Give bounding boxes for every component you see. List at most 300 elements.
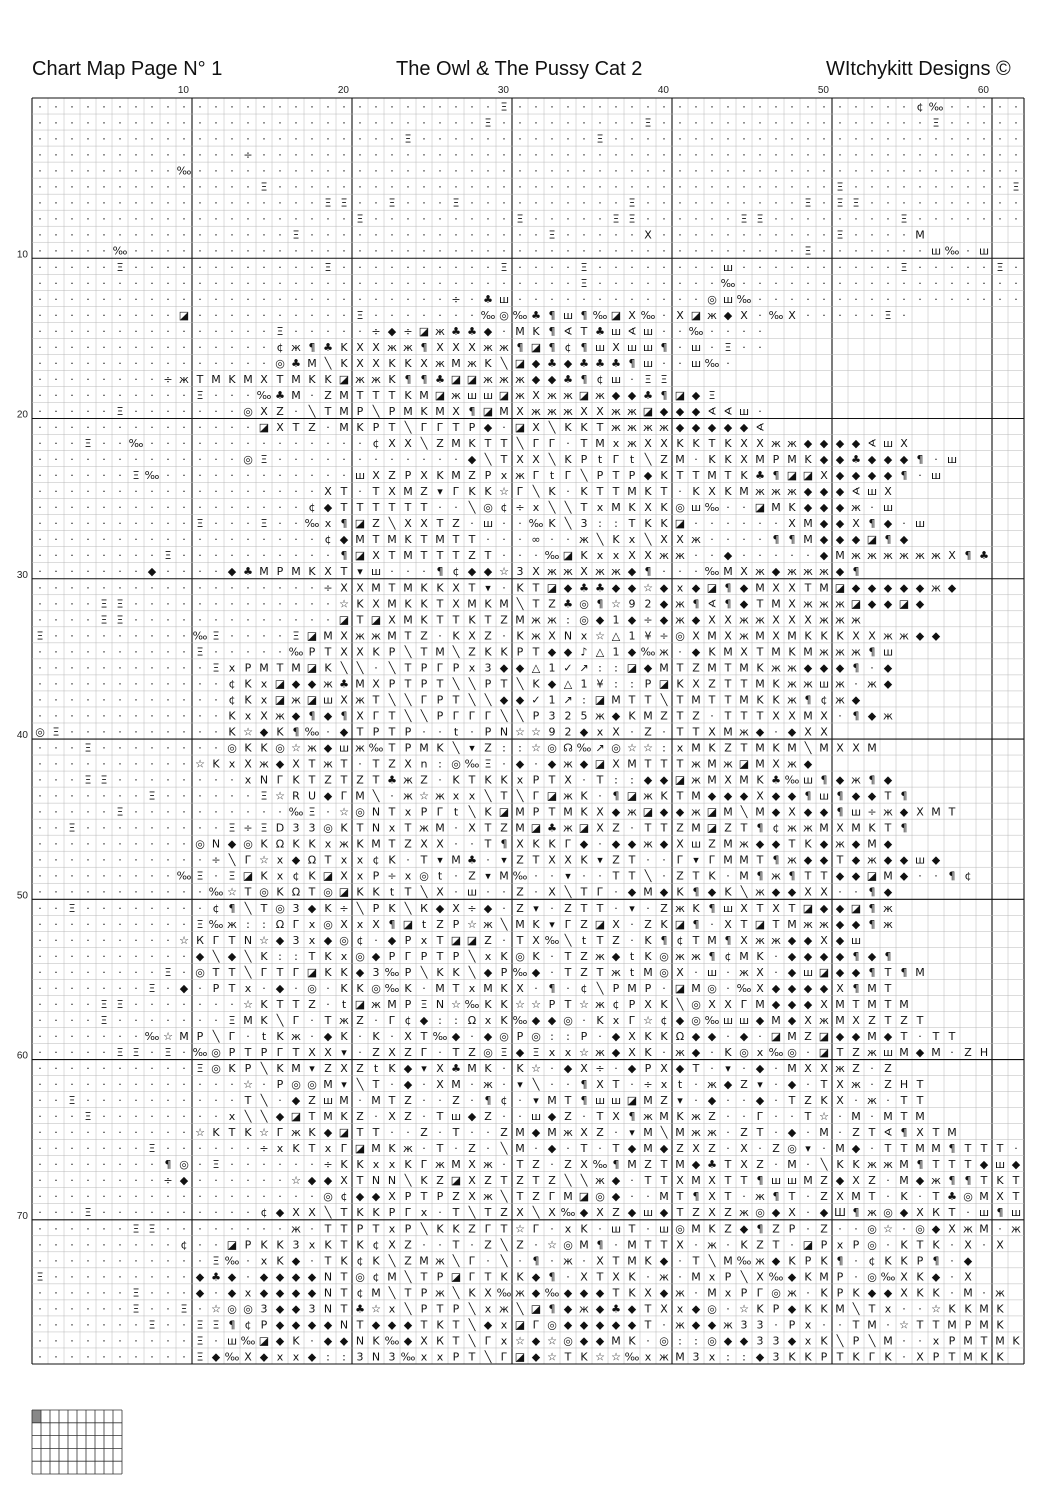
stitch-symbol: · (150, 853, 154, 867)
stitch-symbol: · (118, 292, 122, 306)
stitch-symbol: · (246, 212, 250, 226)
stitch-symbol: · (166, 901, 170, 915)
stitch-symbol: ¶ (756, 1222, 764, 1236)
stitch-symbol: · (294, 613, 298, 627)
stitch-symbol: ╲ (276, 1013, 284, 1027)
stitch-symbol: · (966, 292, 970, 306)
stitch-symbol: · (870, 164, 874, 178)
symbol-row (38, 596, 925, 610)
stitch-symbol: M (611, 693, 621, 707)
stitch-symbol: · (278, 260, 282, 274)
stitch-symbol: · (38, 356, 42, 370)
stitch-symbol: · (38, 789, 42, 803)
stitch-symbol: · (150, 1350, 154, 1364)
stitch-symbol: · (150, 276, 154, 290)
stitch-symbol: · (438, 773, 442, 787)
stitch-symbol: ¶ (756, 821, 764, 835)
stitch-symbol: K (404, 1158, 412, 1172)
stitch-symbol: X (276, 421, 284, 435)
stitch-symbol: M (867, 981, 877, 995)
stitch-symbol: · (70, 965, 74, 979)
stitch-symbol: T (372, 501, 380, 515)
stitch-symbol: ╲ (468, 965, 476, 979)
stitch-symbol: · (934, 180, 938, 194)
stitch-symbol: · (86, 1270, 90, 1284)
symbol-row (38, 1109, 925, 1123)
stitch-symbol: · (214, 404, 218, 418)
stitch-symbol: · (566, 116, 570, 130)
stitch-symbol: ж (627, 805, 637, 819)
stitch-symbol: · (838, 292, 842, 306)
stitch-symbol: ж (659, 1350, 669, 1364)
stitch-symbol: · (150, 677, 154, 691)
symbol-row (38, 949, 891, 963)
stitch-symbol: · (182, 517, 186, 531)
stitch-symbol: T (580, 501, 588, 515)
stitch-symbol: · (230, 1174, 234, 1188)
stitch-symbol: ◆ (691, 421, 701, 435)
stitch-symbol: ¶ (996, 1206, 1004, 1220)
stitch-symbol: · (150, 1078, 154, 1092)
stitch-symbol: T (484, 437, 492, 451)
stitch-symbol: · (262, 533, 266, 547)
stitch-symbol: · (470, 196, 474, 210)
stitch-symbol: : (662, 741, 666, 755)
stitch-symbol: · (406, 853, 410, 867)
stitch-symbol: · (230, 276, 234, 290)
stitch-symbol: K (500, 773, 508, 787)
stitch-symbol: Z (436, 1174, 444, 1188)
stitch-symbol: · (870, 1142, 874, 1156)
stitch-symbol: ◆ (963, 1254, 973, 1268)
stitch-symbol: ◆ (323, 1318, 333, 1332)
stitch-symbol: ☆ (195, 1126, 205, 1140)
stitch-symbol: · (54, 1350, 58, 1364)
stitch-symbol: K (292, 1142, 300, 1156)
stitch-symbol: K (468, 485, 476, 499)
stitch-symbol: · (86, 997, 90, 1011)
stitch-symbol: T (948, 1158, 956, 1172)
stitch-symbol: · (198, 1110, 202, 1124)
stitch-symbol: X (836, 1094, 844, 1108)
stitch-symbol: · (134, 549, 138, 563)
stitch-symbol: ж (483, 917, 493, 931)
stitch-symbol: K (820, 1254, 828, 1268)
stitch-symbol: Z (676, 821, 684, 835)
stitch-symbol: · (582, 1013, 586, 1027)
stitch-symbol: M (675, 1350, 685, 1364)
stitch-symbol: ◪ (578, 821, 590, 835)
stitch-symbol: T (612, 485, 620, 499)
stitch-symbol: · (790, 180, 794, 194)
stitch-symbol: · (70, 180, 74, 194)
stitch-symbol: · (422, 453, 426, 467)
stitch-symbol: · (246, 1158, 250, 1172)
stitch-symbol: ж (675, 613, 685, 627)
stitch-symbol: U (307, 789, 317, 803)
stitch-symbol: · (438, 292, 442, 306)
stitch-symbol: M (835, 549, 845, 563)
stitch-symbol: ‰ (704, 356, 720, 370)
stitch-symbol: Ξ (452, 196, 460, 210)
stitch-symbol: T (324, 853, 332, 867)
stitch-symbol: K (500, 949, 508, 963)
stitch-symbol: K (724, 437, 732, 451)
stitch-symbol: ¶ (708, 901, 716, 915)
stitch-symbol: T (372, 773, 380, 787)
stitch-symbol: · (294, 148, 298, 162)
stitch-symbol: t (421, 917, 427, 931)
stitch-symbol: · (118, 116, 122, 130)
stitch-symbol: · (38, 773, 42, 787)
stitch-symbol: · (102, 949, 106, 963)
column-numbers (178, 85, 990, 96)
stitch-symbol: ▾ (341, 1045, 347, 1059)
stitch-symbol: T (484, 821, 492, 835)
stitch-symbol: · (662, 196, 666, 210)
stitch-symbol: ╲ (740, 885, 748, 899)
stitch-symbol: ◆ (179, 1174, 189, 1188)
stitch-symbol: ж (563, 821, 573, 835)
stitch-symbol: ÷ (467, 901, 477, 915)
stitch-symbol: · (246, 356, 250, 370)
stitch-symbol: · (102, 116, 106, 130)
stitch-symbol: · (198, 725, 202, 739)
stitch-symbol: X (356, 581, 364, 595)
stitch-symbol: · (262, 148, 266, 162)
stitch-symbol: ж (739, 965, 749, 979)
stitch-symbol: · (38, 132, 42, 146)
stitch-symbol: · (246, 1222, 250, 1236)
stitch-symbol: N (371, 1174, 381, 1188)
stitch-symbol: · (726, 533, 730, 547)
symbol-row (38, 838, 893, 851)
stitch-symbol: M (371, 837, 381, 851)
stitch-symbol: ◆ (451, 1029, 461, 1043)
symbol-row (38, 692, 861, 706)
stitch-symbol: ▾ (693, 853, 699, 867)
symbol-row (38, 1013, 923, 1027)
stitch-symbol: · (182, 100, 186, 114)
stitch-symbol: Z (404, 1254, 412, 1268)
stitch-symbol: ж (787, 821, 797, 835)
stitch-symbol: · (854, 292, 858, 306)
stitch-symbol: ¶ (932, 1254, 940, 1268)
stitch-symbol: Г (292, 965, 300, 979)
stitch-symbol: ◪ (674, 773, 686, 787)
stitch-symbol: · (182, 1190, 186, 1204)
stitch-symbol: · (86, 869, 90, 883)
stitch-symbol: · (486, 1254, 490, 1268)
stitch-symbol: · (134, 613, 138, 627)
stitch-symbol: · (854, 164, 858, 178)
stitch-symbol: · (486, 1126, 490, 1140)
stitch-symbol: · (390, 453, 394, 467)
stitch-symbol: ▾ (533, 1094, 539, 1108)
stitch-symbol: ◎ (563, 1238, 573, 1252)
stitch-symbol: T (340, 1206, 348, 1220)
stitch-symbol: ◪ (642, 805, 654, 819)
stitch-symbol: · (534, 196, 538, 210)
stitch-symbol: ◎ (547, 1318, 557, 1332)
stitch-symbol: · (294, 597, 298, 611)
stitch-symbol: T (532, 645, 540, 659)
stitch-symbol: T (676, 709, 684, 723)
stitch-symbol: Z (484, 629, 492, 643)
stitch-symbol: Z (404, 1094, 412, 1108)
stitch-symbol: X (468, 1174, 476, 1188)
stitch-symbol: ◆ (867, 469, 877, 483)
stitch-symbol: ‰ (384, 1334, 400, 1348)
stitch-symbol: T (452, 1045, 460, 1059)
stitch-symbol: · (614, 901, 618, 915)
stitch-symbol: · (806, 260, 810, 274)
stitch-symbol: · (214, 1238, 218, 1252)
stitch-symbol: ◆ (819, 949, 829, 963)
stitch-symbol: · (870, 1110, 874, 1124)
stitch-symbol: · (806, 1286, 810, 1300)
stitch-symbol: ◆ (691, 1302, 701, 1316)
stitch-symbol: · (86, 292, 90, 306)
stitch-symbol: · (230, 164, 234, 178)
stitch-symbol: M (867, 1029, 877, 1043)
stitch-symbol: · (70, 645, 74, 659)
stitch-symbol: ◆ (883, 661, 893, 675)
stitch-symbol: M (355, 789, 365, 803)
stitch-symbol: · (86, 372, 90, 386)
stitch-symbol: · (582, 869, 586, 883)
stitch-symbol: · (230, 469, 234, 483)
stitch-symbol: · (134, 677, 138, 691)
stitch-symbol: ↗ (579, 661, 589, 675)
stitch-symbol: · (438, 276, 442, 290)
stitch-symbol: ◆ (627, 565, 637, 579)
stitch-symbol: ж (595, 565, 605, 579)
stitch-symbol: ╲ (516, 597, 524, 611)
stitch-symbol: · (182, 1110, 186, 1124)
stitch-symbol: · (182, 1318, 186, 1332)
stitch-symbol: · (214, 132, 218, 146)
stitch-symbol: ш (770, 1174, 782, 1188)
stitch-symbol: · (358, 453, 362, 467)
stitch-symbol: · (550, 180, 554, 194)
stitch-symbol: Ξ (68, 901, 76, 915)
stitch-symbol: K (676, 885, 684, 899)
stitch-symbol: T (804, 869, 812, 883)
stitch-symbol: ╲ (564, 1174, 572, 1188)
stitch-symbol: ◪ (626, 1094, 638, 1108)
stitch-symbol: · (374, 260, 378, 274)
stitch-symbol: · (38, 228, 42, 242)
stitch-symbol: X (596, 1254, 604, 1268)
stitch-symbol: M (835, 1013, 845, 1027)
stitch-symbol: · (598, 164, 602, 178)
stitch-symbol: X (532, 933, 540, 947)
stitch-symbol: X (372, 917, 380, 931)
stitch-symbol: · (38, 565, 42, 579)
stitch-symbol: M (979, 1302, 989, 1316)
stitch-symbol: ╲ (500, 709, 508, 723)
stitch-symbol: ◆ (723, 1334, 733, 1348)
stitch-symbol: ¶ (228, 901, 236, 915)
stitch-symbol: ÷ (211, 853, 221, 867)
stitch-symbol: · (326, 116, 330, 130)
stitch-symbol: · (86, 100, 90, 114)
stitch-symbol: ¶ (948, 1174, 956, 1188)
stitch-symbol: : (262, 917, 266, 931)
stitch-symbol: ☆ (275, 789, 285, 803)
stitch-symbol: · (742, 1110, 746, 1124)
stitch-symbol: · (534, 244, 538, 258)
stitch-symbol: X (916, 1126, 924, 1140)
stitch-symbol: ◆ (835, 661, 845, 675)
stitch-symbol: ¢ (724, 949, 732, 963)
stitch-symbol: M (611, 501, 621, 515)
stitch-symbol: ╲ (308, 404, 316, 418)
stitch-symbol: T (756, 1126, 764, 1140)
stitch-symbol: · (38, 212, 42, 226)
stitch-symbol: · (70, 116, 74, 130)
stitch-symbol: M (899, 1174, 909, 1188)
stitch-symbol: ¢ (612, 997, 620, 1011)
stitch-symbol: Ξ (516, 212, 524, 226)
stitch-symbol: ◆ (275, 1286, 285, 1300)
stitch-symbol: ж (707, 308, 717, 322)
stitch-symbol: · (166, 1318, 170, 1332)
stitch-symbol: ж (611, 565, 621, 579)
stitch-symbol: · (806, 1158, 810, 1172)
stitch-symbol: · (150, 421, 154, 435)
stitch-symbol: ◆ (691, 613, 701, 627)
stitch-symbol: T (740, 821, 748, 835)
stitch-symbol: ¢ (596, 372, 604, 386)
stitch-symbol: Z (548, 1174, 556, 1188)
stitch-symbol: · (870, 228, 874, 242)
stitch-symbol: ◆ (691, 1029, 701, 1043)
stitch-symbol: K (644, 949, 652, 963)
stitch-symbol: ж (675, 1045, 685, 1059)
stitch-symbol: M (691, 693, 701, 707)
stitch-symbol: ¶ (772, 1190, 780, 1204)
stitch-symbol: · (230, 132, 234, 146)
stitch-symbol: ◪ (706, 805, 718, 819)
stitch-symbol: ♣ (355, 1302, 365, 1316)
stitch-symbol: · (390, 164, 394, 178)
stitch-symbol: · (886, 148, 890, 162)
stitch-symbol: ◆ (611, 805, 621, 819)
stitch-symbol: · (310, 148, 314, 162)
symbol-row (38, 1221, 1021, 1235)
stitch-symbol: · (950, 1254, 954, 1268)
stitch-symbol: ◆ (291, 1254, 301, 1268)
stitch-symbol: Г (276, 1126, 284, 1140)
stitch-symbol: · (214, 645, 218, 659)
stitch-symbol: N (259, 773, 269, 787)
stitch-symbol: X (740, 645, 748, 659)
stitch-symbol: · (598, 260, 602, 274)
stitch-symbol: Z (324, 388, 332, 402)
stitch-symbol: ¢ (868, 1254, 876, 1268)
stitch-symbol: M (515, 613, 525, 627)
stitch-symbol: K (356, 885, 364, 899)
stitch-symbol: · (998, 196, 1002, 210)
stitch-symbol: ‰ (304, 725, 320, 739)
stitch-symbol: ¢ (372, 1270, 380, 1284)
stitch-symbol: · (102, 885, 106, 899)
stitch-symbol: · (230, 581, 234, 595)
stitch-symbol: · (86, 1029, 90, 1043)
stitch-symbol: · (150, 773, 154, 787)
stitch-symbol: X (596, 1206, 604, 1220)
stitch-symbol: P (388, 1206, 396, 1220)
stitch-symbol: X (740, 308, 748, 322)
stitch-symbol: ¶ (420, 372, 428, 386)
stitch-symbol: · (678, 292, 682, 306)
stitch-symbol: K (708, 645, 716, 659)
stitch-symbol: · (246, 116, 250, 130)
stitch-symbol: ◆ (675, 1062, 685, 1076)
stitch-symbol: ◪ (306, 661, 318, 675)
stitch-symbol: K (468, 613, 476, 627)
stitch-symbol: T (452, 613, 460, 627)
stitch-symbol: M (675, 453, 685, 467)
stitch-symbol: · (646, 100, 650, 114)
stitch-symbol: · (150, 164, 154, 178)
stitch-symbol: · (70, 1318, 74, 1332)
stitch-symbol: · (582, 212, 586, 226)
stitch-symbol: · (38, 917, 42, 931)
stitch-symbol: X (324, 565, 332, 579)
stitch-symbol: ◪ (690, 308, 702, 322)
stitch-symbol: ж (691, 533, 701, 547)
stitch-symbol: · (854, 148, 858, 162)
stitch-symbol: T (852, 1318, 860, 1332)
stitch-symbol: ж (771, 661, 781, 675)
stitch-symbol: · (774, 212, 778, 226)
stitch-symbol: P (452, 661, 460, 675)
stitch-symbol: · (710, 116, 714, 130)
stitch-symbol: Ξ (420, 997, 428, 1011)
stitch-symbol: · (86, 164, 90, 178)
stitch-symbol: x (372, 1158, 380, 1172)
stitch-symbol: · (422, 212, 426, 226)
stitch-symbol: · (134, 421, 138, 435)
stitch-symbol: · (118, 1334, 122, 1348)
stitch-symbol: · (918, 869, 922, 883)
stitch-symbol: ◆ (691, 1045, 701, 1059)
stitch-symbol: · (710, 196, 714, 210)
stitch-symbol: · (406, 196, 410, 210)
stitch-symbol: · (390, 565, 394, 579)
stitch-symbol: x (596, 725, 604, 739)
stitch-symbol: ╲ (516, 1302, 524, 1316)
stitch-symbol: M (691, 789, 701, 803)
stitch-symbol: · (70, 100, 74, 114)
stitch-symbol: · (38, 645, 42, 659)
stitch-symbol: M (803, 1174, 813, 1188)
stitch-symbol: ж (659, 1270, 669, 1284)
stitch-symbol: · (182, 421, 186, 435)
stitch-symbol: T (372, 693, 380, 707)
stitch-symbol: · (182, 1142, 186, 1156)
stitch-symbol: ◆ (691, 388, 701, 402)
stitch-symbol: ☆ (515, 997, 525, 1011)
stitch-symbol: · (726, 981, 730, 995)
stitch-symbol: · (534, 180, 538, 194)
symbol-row (38, 1157, 1021, 1171)
stitch-symbol: · (54, 789, 58, 803)
stitch-symbol: · (998, 132, 1002, 146)
